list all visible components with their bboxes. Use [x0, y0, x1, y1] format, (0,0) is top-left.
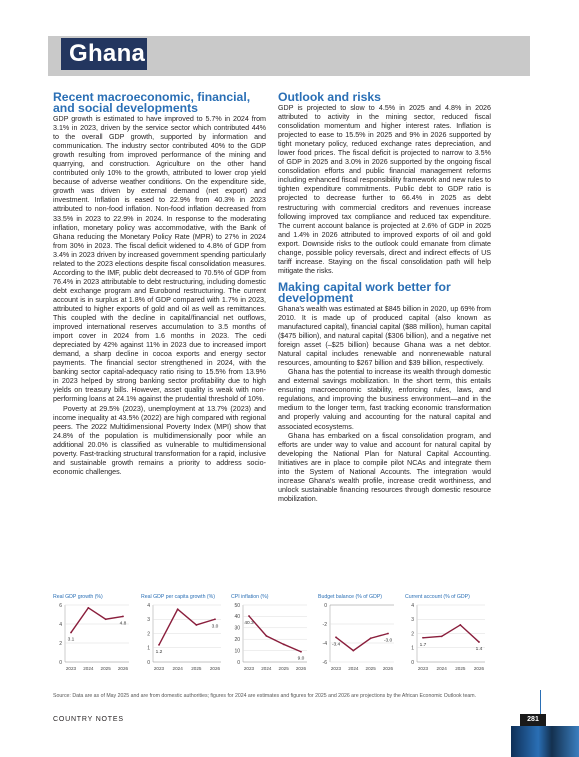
y-tick-label: 20 [234, 637, 240, 643]
data-point [265, 635, 267, 637]
x-tick-label: 2026 [295, 666, 307, 671]
y-tick-label: 0 [324, 602, 327, 609]
data-label: 3.1 [67, 637, 75, 643]
decorative-corner-image [511, 726, 579, 757]
data-point [478, 641, 480, 643]
data-point [248, 615, 250, 617]
y-tick-label: -6 [322, 659, 327, 666]
y-tick-label: 0 [237, 659, 240, 666]
y-tick-label: 0 [411, 659, 414, 666]
data-label: 1.7 [419, 642, 427, 648]
chart-svg [405, 602, 489, 674]
source-note: Source: Data are as of May 2025 and are from domestic authorities; figures for 2024 are estimates and figures for 2025 and 2026 are projections by the African Economic Outlook team. [53, 693, 477, 699]
y-tick-label: 4 [147, 602, 150, 609]
chart-title: Current account (% of GDP) [405, 594, 470, 600]
data-point [441, 635, 443, 637]
x-tick-label: 2025 [100, 666, 111, 671]
x-tick-label: 2025 [191, 666, 202, 671]
data-point [300, 651, 302, 653]
chart-gdp-per-capita [141, 594, 225, 674]
y-tick-label: 0 [59, 659, 62, 666]
y-tick-label: 2 [147, 631, 150, 638]
x-tick-label: 2023 [65, 666, 77, 671]
x-tick-label: 2026 [209, 666, 221, 671]
chart-svg [231, 602, 311, 674]
y-tick-label: 4 [59, 621, 62, 628]
section-heading-outlook: Outlook and risks [278, 90, 381, 104]
y-tick-label: -4 [322, 640, 327, 647]
data-label: 1.4 [475, 647, 483, 653]
data-point [370, 637, 372, 639]
data-point [195, 624, 197, 626]
data-point [158, 644, 160, 646]
data-label: 9.0 [297, 656, 305, 662]
chart-svg [141, 602, 225, 674]
data-label: 40.3 [244, 621, 254, 627]
data-label: 3.0 [211, 624, 219, 630]
series-line [159, 609, 215, 645]
series-line [71, 608, 123, 633]
chart-real-gdp-growth [53, 594, 133, 674]
y-tick-label: 1 [147, 645, 150, 652]
chart-cpi-inflation [231, 594, 311, 674]
data-point [105, 618, 107, 620]
data-point [70, 632, 72, 634]
chart-svg [318, 602, 398, 674]
data-label: -3.0 [383, 638, 393, 644]
capital-paragraph-3: Ghana has embarked on a fiscal consolidation program, and efforts are under way to value and account for natural capital by developing the National Plan for Natural Capital Accounting. Initiatives are in place to compile pilot NCAs and integrate them into the System of National Accounts. The integration would increase Ghana's wealth profile, increase credit worthiness, and unlock sustainable financing resources through domestic resource mobilization. [278, 431, 491, 503]
x-tick-label: 2023 [417, 666, 429, 671]
data-point [283, 643, 285, 645]
chart-title: Real GDP growth (%) [53, 594, 103, 600]
y-tick-label: 6 [59, 602, 62, 609]
data-point [422, 637, 424, 639]
x-tick-label: 2023 [330, 666, 342, 671]
chart-title: CPI inflation (%) [231, 594, 269, 600]
data-label: 4.8 [119, 621, 127, 627]
series-line [336, 634, 388, 651]
x-tick-label: 2026 [473, 666, 485, 671]
data-point [87, 607, 89, 609]
y-tick-label: 30 [234, 625, 240, 632]
x-tick-label: 2024 [348, 666, 359, 671]
data-point [459, 624, 461, 626]
y-tick-label: 50 [234, 602, 240, 609]
data-point [177, 608, 179, 610]
data-label: 1.2 [155, 649, 163, 655]
charts-strip [53, 594, 491, 674]
chart-title: Real GDP per capita growth (%) [141, 594, 216, 600]
x-tick-label: 2025 [365, 666, 376, 671]
x-tick-label: 2023 [243, 666, 255, 671]
y-tick-label: -2 [322, 621, 327, 628]
data-label: -3.4 [331, 642, 341, 648]
x-tick-label: 2026 [382, 666, 394, 671]
data-point [352, 650, 354, 652]
outlook-paragraph: GDP is projected to slow to 4.5% in 2025 and 4.8% in 2026 attributed to activity in the mining sector, reduced fiscal consolidation momentum and higher interest rates. Inflation is projected to ease to 15.5% in 2025 and 9% in 2026 supported by tight monetary policy, reduced exchange rates depreciation, and lower food prices. The fiscal deficit is projected to narrow to 3.5% of GDP in 2025 and 3.0% in 2026 supported by the ongoing fiscal consolidation efforts and public financial management reforms including enhanced fiscal responsibility framework and new rules to tighten expenditure commitments. Public debt to GDP ratio is projected to decrease further to 66.4% in 2025 as debt restructuring with commercial creditors and revenues increase following improved tax compliance and reduced tax expenditure. The current account balance is projected at 2.6% of GDP in 2025 and 1.4% in 2026 attributed to improved exports of oil and gold export. Downside risks to the outlook could emanate from climate change, possible policy reversals, direct and indirect effects of US tariff increase. Staying on the fiscal consolidation path will help mitigate the risks. [278, 104, 491, 275]
capital-paragraph-2: Ghana has the potential to increase its wealth through domestic and external savings mobilization. In the short term, this entails ensuring macroeconomic stability, enforcing rules, laws, and regulations, and improving the business environment—and in the medium to the longer term, fast tracking economic transformation and properly valuing and accounting for the natural capital and associated ecosystems. [278, 368, 491, 431]
y-tick-label: 10 [234, 648, 240, 655]
x-tick-label: 2024 [172, 666, 183, 671]
x-tick-label: 2025 [278, 666, 289, 671]
y-tick-label: 4 [411, 602, 414, 609]
x-tick-label: 2024 [436, 666, 447, 671]
page-number: 281 [520, 714, 546, 726]
chart-title: Budget balance (% of GDP) [318, 594, 383, 600]
chart-svg [53, 602, 133, 674]
developments-paragraph-1: GDP growth is estimated to have improved to 5.7% in 2024 from 3.1% in 2023, driven by the service sector which contributed 44% to the overall GDP growth, supported by information and communication. The industry sector contributed 40% to the GDP growth resulting from improved performance of the mining and quarrying, and construction. Agriculture on the other hand contributed only 10% to the growth, attributed to lower crop yield because of adverse weather conditions. On the expenditure side, growth was driven by external demand (net export) and investment. Inflation is eased to 22.9% from 40.3% in 2023 attributed to non-food inflation. Non-food inflation decreased from 33.5% in 2023 to 22.9% in 2024. In response to the moderating inflation, monetary policy was accommodative, with the Bank of Ghana reducing the Monetary Policy Rate (MPR) to 27% in 2024 from 30% in 2023. The fiscal deficit widened to 4.8% of GDP from 3.4% in 2023 driven by increased government spending particularly related to the 2023 elections despite fiscal consolidation measures. According to the IMF, public debt decreased to 70.5% of GDP from 76.4% in 2023 attributable to debt restructuring, including domestic debt exchange program and Eurobond restructuring. The current account is in surplus at 1.8% of GDP compared with 1.7% in 2023, attributed to higher exports of gold and oil as well as remittances. This coupled with the decline in capital/financial net outflows, improved international reserves accumulation to 3.5 months of import cover in 2024 from 1.6 months in 2023. The cedi depreciated by 42% against 11% in 2023 due to increased import demand, a sharp decline in cocoa exports and energy sector payments. The financial sector strengthened in 2024, with the banking sector capital-adequacy ratio rising to 15.5% from 13.9% in 2023 helped by strong banking sector profitability due to high yields on treasury bills. However, asset quality is weak with non-performing loans at 24.1% against the prudential threshold of 10%. [53, 115, 266, 404]
chart-current-account [405, 594, 489, 674]
chart-budget-balance [318, 594, 398, 674]
x-tick-label: 2024 [261, 666, 272, 671]
section-heading-developments: Recent macroeconomic, financial, and social developments [53, 90, 251, 115]
developments-paragraph-2: Poverty at 29.5% (2023), unemployment at 13.7% (2023) and income inequality at 43.5% (2022) are high compared with regional peers. The 2022 Multidimensional Poverty Index (MPI) show that 24.8% of the population is multidimensionally poor while an additional 20.0% is classified as vulnerable to multidimensional poverty. Fast-tracking structural transformation for a rapid, inclusive and sustainable growth remains a priority to address socio-economic challenges. [53, 404, 266, 476]
data-point [214, 618, 216, 620]
y-tick-label: 2 [411, 631, 414, 638]
y-tick-label: 40 [234, 614, 240, 621]
x-tick-label: 2025 [455, 666, 466, 671]
series-line [249, 616, 301, 652]
y-tick-label: 0 [147, 659, 150, 666]
y-tick-label: 1 [411, 645, 414, 652]
y-tick-label: 3 [147, 617, 150, 624]
x-tick-label: 2026 [117, 666, 129, 671]
x-tick-label: 2024 [83, 666, 94, 671]
capital-paragraph-1: Ghana's wealth was estimated at $845 billion in 2020, up 69% from 2010. It is made up of produced capital (also known as manufactured capital), financial capital ($88 million), human capital ($475 billion), and natural capital ($306 billion), and a negative net foreign asset (–$25 billion) because Ghana was a net debtor. Natural capital includes renewable and nonrenewable natural resources, amounting to $267 billion and $39 billion, respectively. [278, 304, 491, 368]
section-heading-capital: Making capital work better for development [278, 279, 451, 305]
left-column [53, 92, 266, 477]
footer-section-label: COUNTRY NOTES [53, 716, 124, 723]
data-point [387, 633, 389, 635]
y-tick-label: 3 [411, 617, 414, 624]
data-point [122, 616, 124, 618]
page-title: Ghana [61, 38, 147, 70]
right-column [278, 92, 491, 504]
data-point [335, 636, 337, 638]
y-tick-label: 2 [59, 640, 62, 647]
x-tick-label: 2023 [153, 666, 165, 671]
